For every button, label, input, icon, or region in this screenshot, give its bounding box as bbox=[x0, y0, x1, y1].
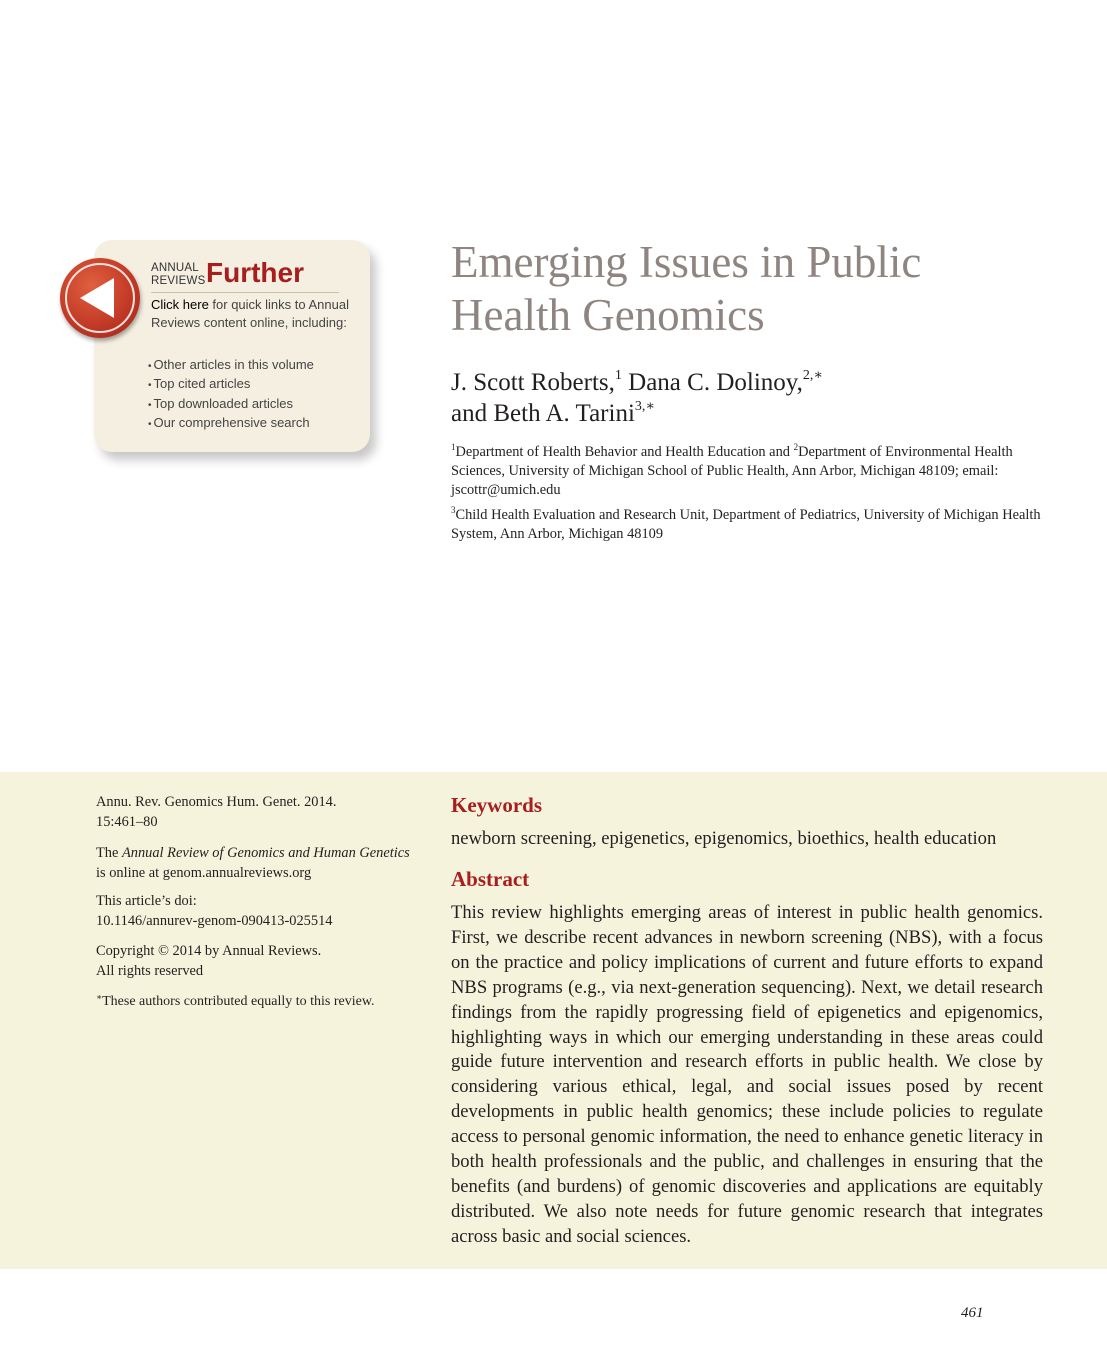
citation-pages: 15:461–80 bbox=[96, 813, 158, 830]
further-arrow-button[interactable] bbox=[60, 258, 140, 338]
abstract-text: This review highlights emerging areas of interest in public health genomics. First, we describe recent advances in newborn screening (NBS), with a focus on the practice and policy implications of current and future efforts to expand NBS programs (e.g., via next-generation sequencing). Next, we detail research findings from the rapidly progressing field of epigenetics and epigenomics, highlighting ways in which our emerging understanding in these areas could guide future intervention and research efforts in public health. We close by considering various ethical, legal, and social issues posed by recent developments in public health genomics; these include policies to regulate access to personal genomic information, the need to enhance genetic literacy in both health professionals and the public, and challenges in ensuring that the benefits (and burdens) of genomic discoveries and applications are equitably distributed. We also note needs for future genomic research that integrates across basic and social sciences. bbox=[451, 902, 1043, 1247]
author-list bbox=[451, 367, 1071, 429]
abstract-heading: Abstract bbox=[451, 867, 530, 891]
author-dolinoy-sup: 2,∗ bbox=[802, 368, 823, 383]
keywords-text: newborn screening, epigenetics, epigenomics, bioethics, health education bbox=[451, 828, 997, 849]
note-mark: ∗ bbox=[96, 992, 103, 1002]
further-description bbox=[151, 296, 356, 331]
note-text: These authors contributed equally to this review. bbox=[102, 994, 375, 1009]
further-link-label: Top cited articles bbox=[153, 376, 251, 392]
citation-info bbox=[96, 793, 426, 832]
doi-value: 10.1146/annurev-genom-090413-025514 bbox=[96, 912, 333, 929]
journal-name: Annual Review of Genomics and Human Genetics bbox=[121, 845, 410, 861]
citation-line: Annu. Rev. Genomics Hum. Genet. 2014. bbox=[96, 794, 337, 810]
further-link-search[interactable] bbox=[148, 414, 314, 433]
affiliation-sup: 1 bbox=[451, 442, 456, 452]
further-link-top-downloaded[interactable] bbox=[148, 395, 314, 414]
rights-line: All rights reserved bbox=[96, 962, 204, 979]
author-dolinoy: Dana C. Dolinoy, bbox=[628, 369, 803, 396]
affiliation-text: Child Health Evaluation and Research Unit, Department of Pediatrics, University of Michigan Health System, Ann Arbor, Michigan 48109 bbox=[451, 507, 1041, 542]
author-tarini: Beth A. Tarini bbox=[493, 400, 635, 427]
further-link-label: Our comprehensive search bbox=[153, 414, 310, 430]
copyright-info bbox=[96, 942, 426, 981]
title-line-2: Health Genomics bbox=[451, 290, 765, 340]
further-link-list bbox=[148, 356, 314, 433]
brand-reviews: REVIEWS bbox=[151, 275, 206, 287]
affiliation-text: Department of Environmental Health Sciences, University of Michigan School of Public Health, Ann Arbor, Michigan 48109; email: jscottr@umich.edu bbox=[451, 444, 1013, 498]
affiliation-sup: 2 bbox=[793, 442, 799, 452]
author-roberts-sup: 1 bbox=[614, 368, 622, 383]
further-title: Further bbox=[206, 257, 304, 288]
affiliation-text: Department of Health Behavior and Health Education and bbox=[455, 444, 794, 460]
online-info bbox=[96, 844, 426, 883]
author-and: and bbox=[451, 400, 494, 427]
copyright-line: Copyright © 2014 by Annual Reviews. bbox=[96, 943, 322, 959]
left-arrow-icon bbox=[60, 258, 140, 338]
brand-annual: ANNUAL bbox=[151, 262, 199, 274]
further-link-other-articles[interactable] bbox=[148, 356, 314, 375]
page-number: 461 bbox=[961, 1305, 984, 1321]
title-line-1: Emerging Issues in Public bbox=[451, 237, 922, 287]
affiliation-sup: 3 bbox=[451, 505, 456, 515]
click-here-link[interactable]: Click here bbox=[151, 297, 209, 312]
author-roberts: J. Scott Roberts, bbox=[451, 369, 615, 396]
affiliation-2 bbox=[451, 506, 1051, 544]
online-url-text: is online at genom.annualreviews.org bbox=[96, 864, 312, 881]
further-link-label: Top downloaded articles bbox=[153, 395, 293, 411]
further-divider bbox=[151, 292, 339, 293]
further-link-label: Other articles in this volume bbox=[153, 357, 314, 372]
equal-contribution-note bbox=[96, 992, 426, 1012]
doi-info bbox=[96, 892, 426, 931]
author-tarini-sup: 3,∗ bbox=[634, 399, 655, 414]
online-prefix: The bbox=[96, 845, 122, 861]
keywords-heading: Keywords bbox=[451, 793, 542, 817]
affiliation-1 bbox=[451, 443, 1051, 500]
article-title bbox=[451, 236, 1071, 342]
further-description-text: for quick links to Annual Reviews content online, including: bbox=[151, 297, 349, 330]
further-link-top-cited[interactable] bbox=[148, 375, 314, 394]
doi-label: This article’s doi: bbox=[96, 893, 197, 909]
